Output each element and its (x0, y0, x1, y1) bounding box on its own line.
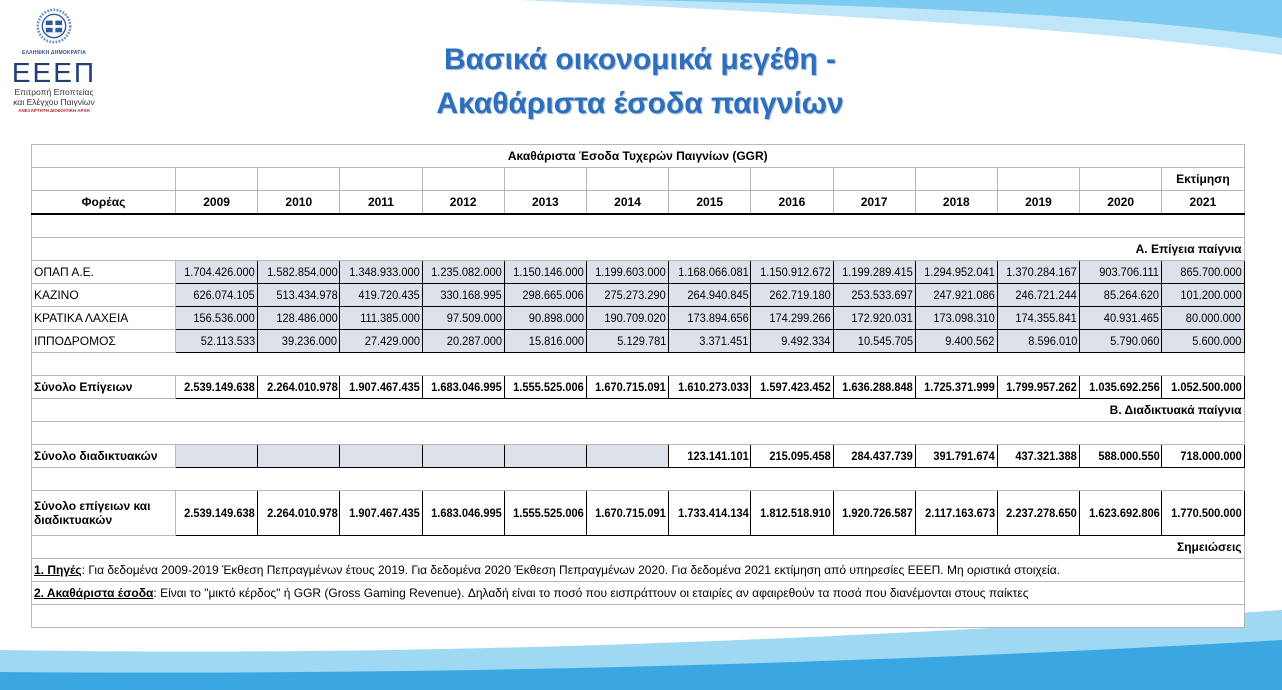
table-cell (422, 261, 504, 284)
cell-value: 903.706.111 (1099, 265, 1160, 279)
column-header-year: 2011 (340, 191, 422, 215)
cell-value: 52.113.533 (200, 334, 256, 348)
logo-tagline: ΑΝΕΞΑΡΤΗΤΗ ΔΙΟΙΚΗΤΙΚΗ ΑΡΧΗ (18, 108, 90, 113)
table-cell (504, 307, 586, 330)
cell-value: 247.921.086 (933, 288, 995, 302)
empty-cell (669, 168, 751, 191)
estimate-label: Εκτίμηση (1162, 168, 1244, 191)
note-1-key: 1. Πηγές (34, 563, 82, 577)
cell-value: 1.199.289.415 (842, 265, 913, 279)
grand-total-cell (751, 491, 833, 536)
column-header-year: 2009 (176, 191, 258, 215)
cell-value: 90.898.000 (528, 311, 584, 325)
table-cell (422, 330, 504, 353)
column-header-entity: Φορέας (32, 191, 176, 215)
empty-cell (32, 168, 176, 191)
column-header-year: 2014 (586, 191, 668, 215)
cell-value: 1.370.284.167 (1006, 265, 1078, 279)
column-header-year: 2017 (833, 191, 915, 215)
cell-value: 101.200.000 (1180, 288, 1242, 302)
cell-value: 391.791.674 (933, 449, 995, 463)
cell-value: 111.385.000 (359, 311, 420, 325)
cell-value: 1.199.603.000 (595, 265, 667, 279)
cell-value: 298.665.006 (522, 288, 584, 302)
table-cell (340, 261, 422, 284)
cell-value: 419.720.435 (358, 288, 420, 302)
cell-value: 1.052.500.000 (1170, 380, 1242, 394)
spacer-row (32, 353, 1245, 376)
cell-value: 1.907.467.435 (348, 506, 420, 520)
table-cell (1080, 284, 1162, 307)
cell-value: 330.168.995 (440, 288, 502, 302)
cell-value: 8.596.010 (1027, 334, 1078, 348)
table-cell (1080, 330, 1162, 353)
logo-abbreviation: ΕΕΕΠ (11, 57, 97, 88)
cell-value: 2.264.010.978 (266, 506, 338, 520)
table-cell (1162, 307, 1244, 330)
cell-value: 10.545.705 (857, 334, 913, 348)
cell-value: 2.264.010.978 (266, 380, 338, 394)
table-cell (915, 284, 997, 307)
cell-value: 1.907.467.435 (348, 380, 420, 394)
column-header-year: 2010 (258, 191, 340, 215)
grand-total-label-line-2: διαδικτυακών (34, 513, 113, 527)
table-cell (915, 330, 997, 353)
page-title (330, 38, 950, 126)
total-land-cell (1162, 376, 1244, 399)
table-cell (915, 307, 997, 330)
cell-value: 1.920.726.587 (842, 506, 913, 520)
table-cell (176, 307, 258, 330)
cell-value: 1.168.066.081 (677, 265, 749, 279)
table-cell (997, 261, 1079, 284)
total-online-cell (1162, 445, 1244, 468)
cell-value: 1.799.957.262 (1006, 380, 1078, 394)
grand-total-cell (176, 491, 258, 536)
total-land-cell (258, 376, 340, 399)
total-land-cell (176, 376, 258, 399)
row-label: ΚΑΖΙΝΟ (32, 284, 176, 307)
table-cell (340, 307, 422, 330)
table-cell (669, 330, 751, 353)
table-cell (833, 284, 915, 307)
cell-value: 5.790.060 (1110, 334, 1160, 348)
empty-cell (422, 168, 504, 191)
cell-value: 1.704.426.000 (184, 265, 256, 279)
cell-value: 173.894.656 (686, 311, 749, 325)
cell-value: 190.709.020 (604, 311, 667, 325)
cell-value: 123.141.101 (686, 449, 749, 463)
table-cell (997, 307, 1079, 330)
column-header-year: 2015 (669, 191, 751, 215)
column-header-year: 2019 (997, 191, 1079, 215)
note-2-key: 2. Ακαθάριστα έσοδα (34, 586, 154, 600)
column-header-year: 2018 (915, 191, 997, 215)
total-land-cell (340, 376, 422, 399)
grand-total-cell (422, 491, 504, 536)
table-cell (586, 261, 668, 284)
cell-value: 1.597.423.452 (759, 380, 831, 394)
cell-value: 437.321.388 (1015, 449, 1078, 463)
table-cell (504, 330, 586, 353)
empty-cell (1080, 168, 1162, 191)
row-label: ΚΡΑΤΙΚΑ ΛΑΧΕΙΑ (32, 307, 176, 330)
total-land-cell (422, 376, 504, 399)
empty-cell (258, 168, 340, 191)
grand-total-label (32, 491, 176, 536)
cell-value: 262.719.180 (769, 288, 831, 302)
table-cell (669, 261, 751, 284)
cell-value: 1.812.518.910 (759, 506, 831, 520)
cell-value: 9.492.334 (781, 334, 831, 348)
table-cell (258, 307, 340, 330)
cell-value: 2.237.278.650 (1006, 506, 1078, 520)
cell-value: 156.536.000 (193, 311, 256, 325)
table-cell (833, 261, 915, 284)
grand-total-cell (1080, 491, 1162, 536)
greek-seal-icon (36, 8, 72, 44)
table-caption: Ακαθάριστα Έσοδα Τυχερών Παιγνίων (GGR) (32, 145, 1245, 168)
row-label: ΙΠΠΟΔΡΟΜΟΣ (32, 330, 176, 353)
empty-cell (997, 168, 1079, 191)
table-cell (586, 307, 668, 330)
total-online-cell (258, 445, 340, 468)
row-label: ΟΠΑΠ Α.Ε. (32, 261, 176, 284)
total-online-cell (1080, 445, 1162, 468)
cell-value: 1.683.046.995 (431, 506, 502, 520)
total-online-label: Σύνολο διαδικτυακών (32, 445, 176, 468)
table-cell (915, 261, 997, 284)
cell-value: 1.670.715.091 (595, 506, 667, 520)
cell-value: 1.733.414.134 (677, 506, 749, 520)
table-cell (751, 330, 833, 353)
cell-value: 1.636.288.848 (842, 380, 913, 394)
table-cell (751, 284, 833, 307)
grand-total-cell (1162, 491, 1244, 536)
column-header-year: 2016 (751, 191, 833, 215)
cell-value: 2.539.149.638 (184, 506, 256, 520)
grand-total-cell (669, 491, 751, 536)
table-cell (1080, 307, 1162, 330)
table-cell (751, 261, 833, 284)
cell-value: 1.725.371.999 (924, 380, 995, 394)
cell-value: 3.371.451 (699, 334, 749, 348)
total-online-cell (833, 445, 915, 468)
table-cell (258, 284, 340, 307)
ggr-table (31, 144, 1245, 628)
cell-value: 174.299.266 (769, 311, 831, 325)
cell-value: 1.150.146.000 (513, 265, 584, 279)
table-cell (997, 330, 1079, 353)
title-line-1: Βασικά οικονομικά μεγέθη - (443, 43, 837, 76)
cell-value: 1.670.715.091 (595, 380, 667, 394)
spacer-row (32, 468, 1245, 491)
cell-value: 718.000.000 (1180, 449, 1242, 463)
cell-value: 1.555.525.006 (513, 380, 584, 394)
grand-total-cell (258, 491, 340, 536)
spacer-row (32, 214, 1245, 238)
cell-value: 588.000.550 (1097, 449, 1160, 463)
table-cell (1162, 284, 1244, 307)
table-cell (176, 330, 258, 353)
note-2 (32, 582, 1245, 605)
cell-value: 1.582.854.000 (266, 265, 338, 279)
grand-total-cell (997, 491, 1079, 536)
total-online-cell (586, 445, 668, 468)
total-land-label: Σύνολο Επίγειων (32, 376, 176, 399)
table-cell (669, 307, 751, 330)
table-cell (340, 330, 422, 353)
eeep-logo (8, 8, 100, 130)
cell-value: 865.700.000 (1180, 265, 1242, 279)
table-cell (176, 284, 258, 307)
cell-value: 27.429.000 (364, 334, 420, 348)
cell-value: 5.129.781 (617, 334, 667, 348)
table-cell (669, 284, 751, 307)
table-cell (1080, 261, 1162, 284)
cell-value: 626.074.105 (193, 288, 256, 302)
total-online-cell (997, 445, 1079, 468)
cell-value: 513.434.978 (275, 288, 338, 302)
total-online-cell (176, 445, 258, 468)
cell-value: 1.770.500.000 (1170, 506, 1242, 520)
cell-value: 1.610.273.033 (677, 380, 749, 394)
total-online-cell (422, 445, 504, 468)
column-header-year: 2013 (504, 191, 586, 215)
cell-value: 1.294.952.041 (924, 265, 995, 279)
grand-total-cell (833, 491, 915, 536)
cell-value: 39.236.000 (282, 334, 338, 348)
title-line-2: Ακαθάριστα έσοδα παιγνίων (436, 87, 844, 120)
logo-caption: ΕΛΛΗΝΙΚΗ ΔΗΜΟΚΡΑΤΙΑ (22, 50, 86, 56)
total-online-cell (340, 445, 422, 468)
cell-value: 275.273.290 (604, 288, 667, 302)
table-cell (176, 261, 258, 284)
note-2-text: : Είναι το "μικτό κέρδος" ή GGR (Gross Gaming Revenue). Δηλαδή είναι το ποσό που εισπράττουν οι εταιρίες αν αφαιρεθούν τα ποσά που διανέμονται στους παίκτες (153, 586, 1029, 600)
cell-value: 1.348.933.000 (348, 265, 420, 279)
cell-value: 80.000.000 (1186, 311, 1242, 325)
note-1-text: : Για δεδομένα 2009-2019 Έκθεση Πεπραγμένων έτους 2019. Για δεδομένα 2020 Έκθεση Πεπραγμένων 2020. Για δεδομένα 2021 εκτίμηση από υπηρεσίες ΕΕΕΠ. Μη οριστικά στοιχεία. (81, 563, 1060, 577)
empty-cell (340, 168, 422, 191)
total-land-cell (586, 376, 668, 399)
cell-value: 253.533.697 (851, 288, 913, 302)
total-land-cell (915, 376, 997, 399)
cell-value: 97.509.000 (446, 311, 502, 325)
total-land-cell (504, 376, 586, 399)
total-online-cell (751, 445, 833, 468)
table-cell (586, 284, 668, 307)
cell-value: 1.683.046.995 (431, 380, 502, 394)
cell-value: 284.437.739 (851, 449, 913, 463)
spacer-row (32, 605, 1245, 628)
cell-value: 1.150.912.672 (759, 265, 831, 279)
notes-title: Σημειώσεις (32, 536, 1245, 559)
grand-total-label-line-1: Σύνολο επίγειων και (34, 499, 151, 513)
table-cell (504, 284, 586, 307)
cell-value: 215.095.458 (769, 449, 831, 463)
table-cell (833, 307, 915, 330)
grand-total-cell (915, 491, 997, 536)
section-online-games: Β. Διαδικτυακά παίγνια (32, 399, 1245, 422)
cell-value: 9.400.562 (945, 334, 995, 348)
table-cell (997, 284, 1079, 307)
note-1 (32, 559, 1245, 582)
total-land-cell (1080, 376, 1162, 399)
total-land-cell (751, 376, 833, 399)
table-cell (258, 330, 340, 353)
cell-value: 173.098.310 (933, 311, 995, 325)
cell-value: 85.264.620 (1103, 288, 1160, 302)
total-land-cell (997, 376, 1079, 399)
cell-value: 1.235.082.000 (431, 265, 502, 279)
section-land-games: Α. Επίγεια παίγνια (32, 238, 1245, 261)
total-land-cell (833, 376, 915, 399)
cell-value: 1.035.692.256 (1088, 380, 1160, 394)
cell-value: 40.931.465 (1103, 311, 1160, 325)
cell-value: 2.539.149.638 (184, 380, 256, 394)
table-cell (422, 284, 504, 307)
grand-total-cell (586, 491, 668, 536)
column-header-year: 2020 (1080, 191, 1162, 215)
grand-total-cell (504, 491, 586, 536)
empty-cell (915, 168, 997, 191)
grand-total-cell (340, 491, 422, 536)
cell-value: 20.287.000 (446, 334, 502, 348)
cell-value: 172.920.031 (851, 311, 913, 325)
empty-cell (833, 168, 915, 191)
table-cell (422, 307, 504, 330)
table-cell (833, 330, 915, 353)
total-land-cell (669, 376, 751, 399)
column-header-year: 2012 (422, 191, 504, 215)
empty-cell (176, 168, 258, 191)
table-cell (1162, 330, 1244, 353)
cell-value: 1.555.525.006 (513, 506, 584, 520)
empty-cell (586, 168, 668, 191)
cell-value: 1.623.692.806 (1088, 506, 1160, 520)
cell-value: 15.816.000 (528, 334, 584, 348)
logo-subtitle-2: και Ελέγχου Παιγνίων (13, 96, 95, 107)
total-online-cell (669, 445, 751, 468)
empty-cell (504, 168, 586, 191)
table-cell (340, 284, 422, 307)
table-cell (1162, 261, 1244, 284)
logo-subtitle-1: Επιτροπή Εποπτείας (14, 87, 94, 97)
total-online-cell (504, 445, 586, 468)
table-cell (751, 307, 833, 330)
column-header-year: 2021 (1162, 191, 1244, 215)
cell-value: 128.486.000 (275, 311, 338, 325)
table-cell (258, 261, 340, 284)
cell-value: 5.600.000 (1192, 334, 1242, 348)
cell-value: 174.355.841 (1015, 311, 1078, 325)
cell-value: 246.721.244 (1015, 288, 1078, 302)
table-cell (504, 261, 586, 284)
total-online-cell (915, 445, 997, 468)
cell-value: 2.117.163.673 (924, 506, 995, 520)
spacer-row (32, 422, 1245, 445)
cell-value: 264.940.845 (686, 288, 749, 302)
table-cell (586, 330, 668, 353)
empty-cell (751, 168, 833, 191)
